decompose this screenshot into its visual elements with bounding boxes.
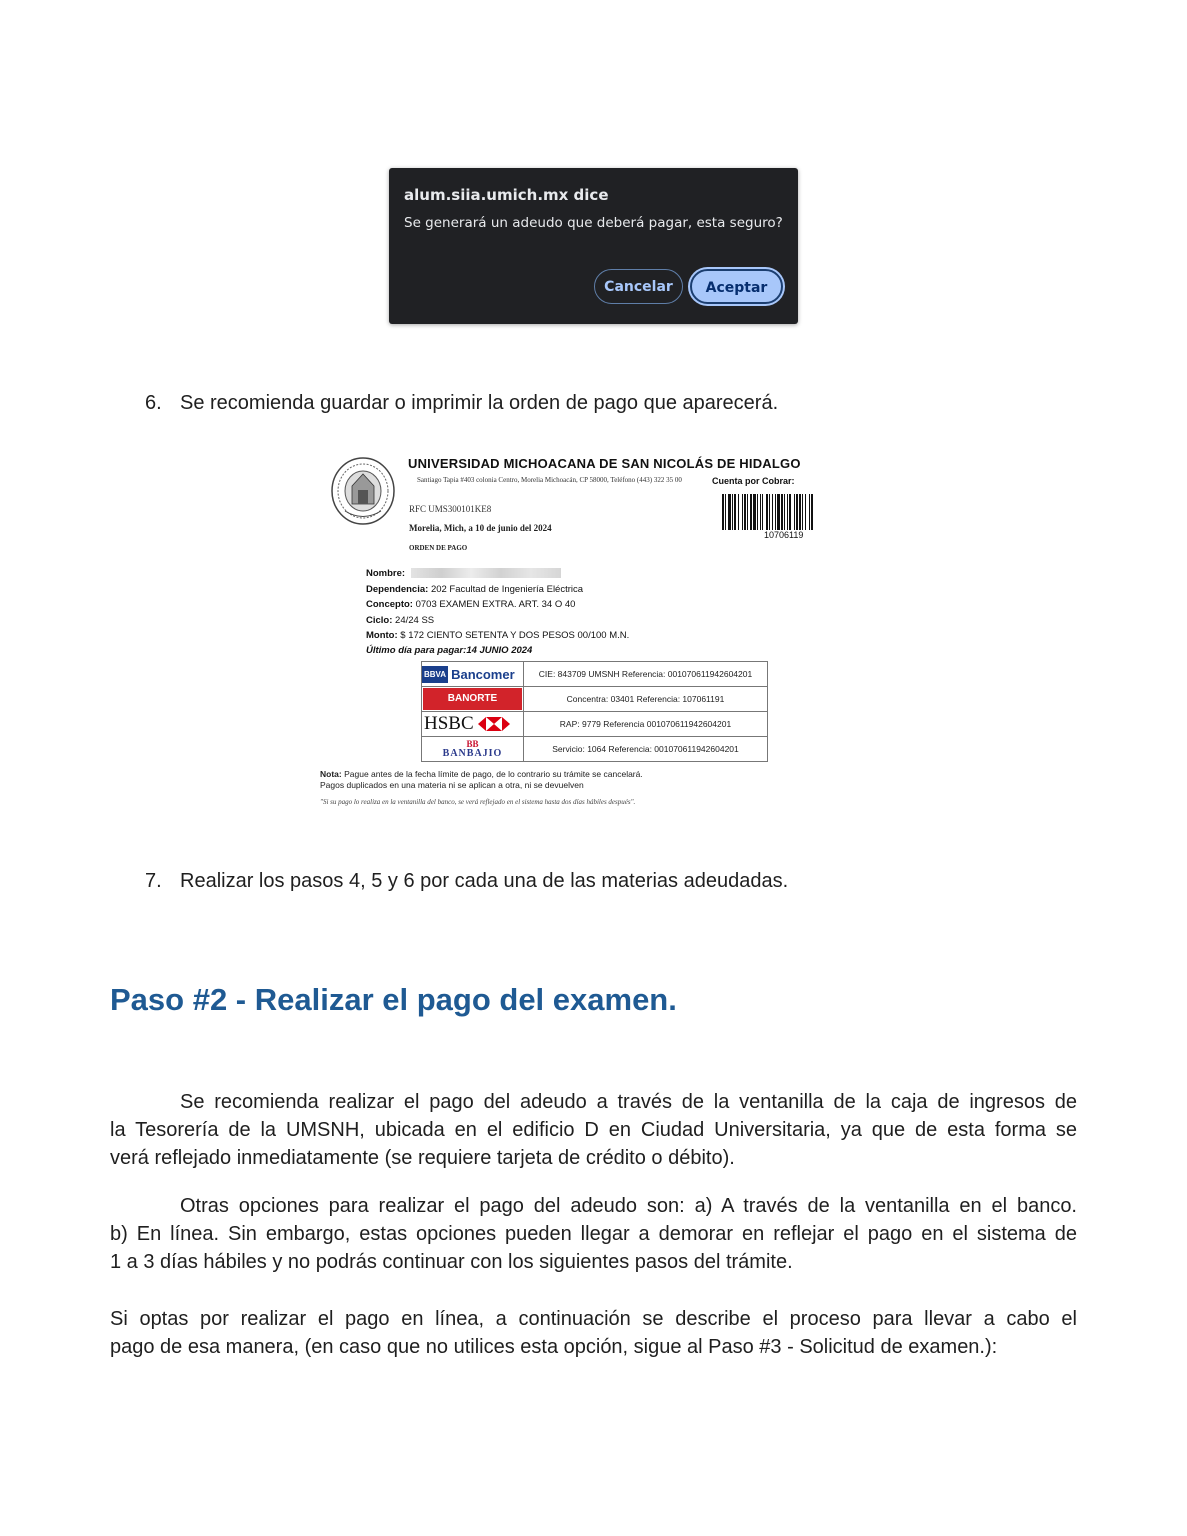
step-number: 6. — [145, 392, 162, 414]
section-heading: Paso #2 - Realizar el pago del examen. — [110, 982, 677, 1017]
payment-order — [318, 450, 868, 818]
field-ciclo: Ciclo: 24/24 SS — [366, 615, 435, 626]
paragraph-1 — [110, 1088, 1077, 1172]
paragraph-line: b) En línea. Sin embargo, estas opciones pueden llegar a demorar en reflejar el pago en el sistema de — [110, 1223, 1077, 1245]
paragraph-3 — [110, 1305, 1077, 1361]
field-nombre: Nombre: — [366, 568, 561, 579]
paragraph-line: pago de esa manera, (en caso que no utilices esta opción, sigue al Paso #3 - Solicitud de examen.): — [110, 1336, 998, 1358]
order-type: ORDEN DE PAGO — [409, 544, 468, 552]
order-note: Nota: Pague antes de la fecha límite de pago, de lo contrario su trámite se cancelará. Pagos duplicados en una materia ni se aplican a otra, ni se devuelven — [320, 769, 643, 790]
bank-reference: Concentra: 03401 Referencia: 107061191 — [524, 687, 768, 712]
cancel-button[interactable]: Cancelar — [594, 269, 683, 304]
barcode-icon — [722, 494, 858, 530]
field-concepto: Concepto: 0703 EXAMEN EXTRA. ART. 34 O 40 — [366, 599, 576, 610]
university-address: Santiago Tapia #403 colonia Centro, Morelia Michoacán, CP 58000, Teléfono (443) 322 35 00 — [417, 476, 682, 484]
confirm-dialog — [389, 168, 798, 324]
banbajio-logo: BB BANBAJIO — [422, 737, 524, 762]
step-number: 7. — [145, 870, 162, 892]
order-date: Morelia, Mich, a 10 de junio del 2024 — [409, 523, 552, 533]
rfc: RFC UMS300101KE8 — [409, 504, 492, 514]
table-row — [422, 687, 768, 712]
step-text: Realizar los pasos 4, 5 y 6 por cada una de las materias adeudadas. — [180, 870, 789, 892]
redacted-name — [411, 568, 561, 578]
field-dependencia: Dependencia: 202 Facultad de Ingeniería Eléctrica — [366, 584, 584, 595]
bank-reference: Servicio: 1064 Referencia: 001070611942604201 — [524, 737, 768, 762]
table-row — [422, 737, 768, 762]
hsbc-logo: HSBC — [422, 712, 524, 737]
accept-button[interactable]: Aceptar — [690, 269, 783, 304]
hsbc-hexagon-icon — [478, 717, 510, 731]
bbva-bancomer-logo: BBVA Bancomer — [422, 662, 524, 687]
step-text: Se recomienda guardar o imprimir la orden de pago que aparecerá. — [180, 392, 779, 414]
cuenta-por-cobrar-label: Cuenta por Cobrar: — [712, 476, 795, 486]
order-footnote: "Si su pago lo realiza en la ventanilla del banco, se verá reflejado en el sistema hasta dos días hábiles después". — [320, 798, 636, 806]
paragraph-line: Si optas por realizar el pago en línea, a continuación se describe el proceso para llevar a cabo el — [110, 1308, 1077, 1330]
bank-reference: RAP: 9779 Referencia 001070611942604201 — [524, 712, 768, 737]
university-name: UNIVERSIDAD MICHOACANA DE SAN NICOLÁS DE HIDALGO — [408, 456, 801, 471]
paragraph-line: verá reflejado inmediatamente (se requiere tarjeta de crédito o débito). — [110, 1147, 735, 1169]
paragraph-2 — [110, 1192, 1077, 1276]
bank-reference-table — [421, 661, 768, 762]
paragraph-line: 1 a 3 días hábiles y no podrás continuar con los siguientes pasos del trámite. — [110, 1251, 793, 1273]
paragraph-line: Otras opciones para realizar el pago del adeudo son: a) A través de la ventanilla en el banco. — [180, 1195, 1077, 1217]
paragraph-line: la Tesorería de la UMSNH, ubicada en el edificio D en Ciudad Universitaria, ya que de esta forma se — [110, 1119, 1077, 1141]
table-row — [422, 662, 768, 687]
dialog-message: Se generará un adeudo que deberá pagar, esta seguro? — [404, 215, 783, 231]
banorte-logo: BANORTE — [422, 687, 524, 712]
field-monto: Monto: $ 172 CIENTO SETENTA Y DOS PESOS 00/100 M.N. — [366, 630, 630, 641]
field-deadline: Último día para pagar:14 JUNIO 2024 — [366, 645, 533, 656]
bank-reference: CIE: 843709 UMSNH Referencia: 001070611942604201 — [524, 662, 768, 687]
university-seal-icon — [330, 456, 396, 526]
paragraph-line: Se recomienda realizar el pago del adeudo a través de la ventanilla de la caja de ingresos de — [180, 1091, 1077, 1113]
barcode-number: 10706119 — [764, 530, 804, 540]
table-row — [422, 712, 768, 737]
dialog-title: alum.siia.umich.mx dice — [404, 186, 609, 204]
